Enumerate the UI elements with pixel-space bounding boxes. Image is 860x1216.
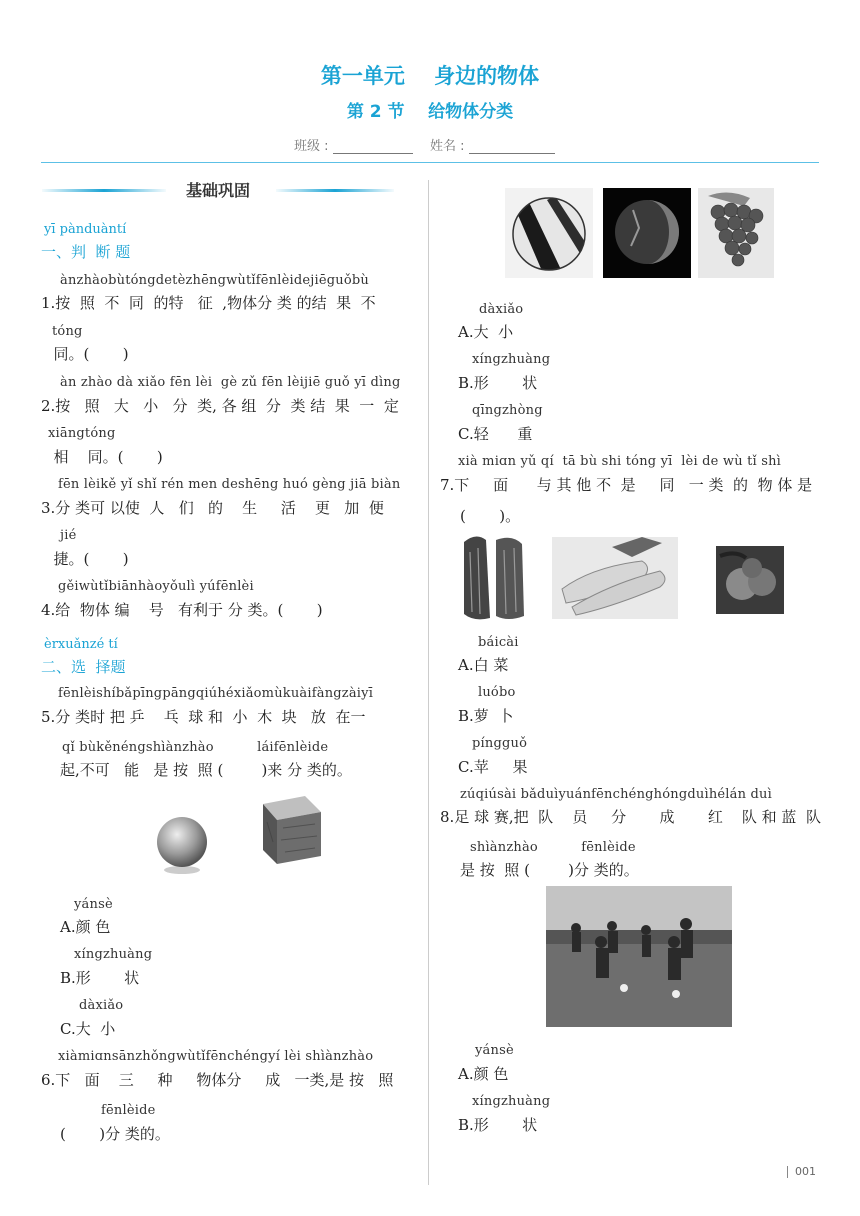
wooden-block-image	[255, 792, 327, 866]
q2-text-2[interactable]: 相 同。( )	[44, 448, 163, 466]
ping-pong-ball-image	[150, 810, 216, 876]
q5-option-c[interactable]: C.大 小	[60, 1020, 116, 1038]
q5-option-a[interactable]: A.颜 色	[60, 918, 111, 936]
q2-pinyin-2: xiāngtóng	[48, 426, 116, 441]
q7-pinyin: xià miɑn yǔ qí tā bù shi tóng yī lèi de wù tǐ shì	[458, 454, 782, 469]
q4-pinyin: gěiwùtǐbiānhàoyǒulì yúfēnlèi	[58, 579, 254, 594]
q5-option-b-pinyin: xíngzhuàng	[74, 947, 153, 962]
part2-pinyin: èrxuǎnzé tí	[44, 637, 118, 652]
q7-text: 7.下 面 与 其 他 不 是 同 一 类 的 物 体 是	[440, 476, 813, 494]
q6-option-a[interactable]: A.大 小	[458, 323, 514, 341]
q6-option-c-pinyin: qīngzhòng	[472, 403, 543, 418]
q7-option-c[interactable]: C.苹 果	[458, 758, 528, 776]
class-field[interactable]	[294, 135, 413, 154]
q7-option-a-pinyin: báicài	[478, 635, 519, 650]
q7-option-b[interactable]: B.萝 卜	[458, 707, 514, 725]
part1-pinyin: yī pànduàntí	[44, 222, 127, 237]
q8-option-b-pinyin: xíngzhuàng	[472, 1094, 551, 1109]
q8-pinyin-2: shìànzhào fēnlèide	[470, 840, 636, 855]
q8-text: 8.足 球 赛,把 队 员 分 成 红 队 和 蓝 队	[440, 808, 821, 826]
class-blank[interactable]	[333, 139, 413, 154]
q1-text: 1.按 照 不 同 的特 征 ,物体分 类 的结 果 不	[41, 294, 376, 312]
q6-text-2[interactable]: ( )分 类的。	[60, 1125, 170, 1143]
page-number-bar	[787, 1166, 788, 1178]
q5-text: 5.分 类时 把 乒 乓 球 和 小 木 块 放 在一	[41, 708, 366, 726]
q8-option-b[interactable]: B.形 状	[458, 1116, 538, 1134]
unit-title: 第一单元 身边的物体	[320, 64, 540, 88]
q7-option-b-pinyin: luóbo	[478, 685, 516, 700]
q7-text-2[interactable]: ( )。	[460, 507, 521, 525]
class-label: 班级 :	[294, 139, 329, 154]
name-field[interactable]	[430, 135, 555, 154]
q3-text: 3.分 类可 以使 人 们 的 生 活 更 加 便	[41, 499, 384, 517]
q6-option-c[interactable]: C.轻 重	[458, 425, 533, 443]
page-number: 001	[795, 1165, 816, 1178]
dark-sphere-image	[603, 188, 691, 278]
q7-option-a[interactable]: A.白 菜	[458, 656, 509, 674]
radish-image	[552, 537, 678, 619]
name-blank[interactable]	[469, 139, 555, 154]
part1-title: 一、判 断 题	[41, 243, 131, 261]
q2-pinyin: àn zhào dà xiǎo fēn lèi gè zǔ fēn lèijiē guǒ yī dìng	[60, 375, 401, 390]
q8-option-a-pinyin: yánsè	[475, 1043, 514, 1058]
section-title: 第 2 节 给物体分类	[346, 102, 514, 122]
q5-pinyin: fēnlèishíbǎpīngpāngqiúhéxiǎomùkuàifàngzàiyī	[58, 686, 374, 701]
q8-pinyin: zúqiúsài bǎduìyuánfēnchénghóngduìhélán duì	[460, 787, 772, 802]
q4-text[interactable]: 4.给 物体 编 号 有利于 分 类。( )	[41, 601, 323, 619]
name-label: 姓名 :	[430, 139, 465, 154]
part2-title: 二、选 择题	[41, 658, 126, 676]
q3-pinyin: fēn lèikě yǐ shǐ rén men deshēng huó gèng jiā biàn	[58, 477, 401, 492]
section-banner	[42, 178, 394, 204]
header-divider	[41, 162, 819, 163]
q8-option-a[interactable]: A.颜 色	[458, 1065, 509, 1083]
q6-option-a-pinyin: dàxiǎo	[479, 302, 524, 317]
q1-pinyin: ànzhàobùtóngdetèzhēngwùtǐfēnlèidejiēguǒbù	[60, 273, 369, 288]
q5-option-b[interactable]: B.形 状	[60, 969, 140, 987]
apples-image	[716, 546, 784, 614]
q1-pinyin-2: tóng	[52, 324, 83, 339]
grapes-image	[698, 188, 774, 278]
q5-option-a-pinyin: yánsè	[74, 897, 113, 912]
cabbage-image	[456, 532, 532, 622]
q7-option-c-pinyin: píngguǒ	[472, 736, 528, 751]
q6-text: 6.下 面 三 种 物体分 成 一类,是 按 照	[41, 1071, 394, 1089]
q8-text-2[interactable]: 是 按 照 ( )分 类的。	[460, 861, 639, 879]
q5-text-2[interactable]: 起,不可 能 是 按 照 ( )来 分 类的。	[60, 761, 352, 779]
q3-text-2[interactable]: 捷。( )	[44, 550, 129, 568]
q5-option-c-pinyin: dàxiǎo	[79, 998, 124, 1013]
banner-title: 基础巩固	[185, 181, 250, 200]
q6-option-b[interactable]: B.形 状	[458, 374, 538, 392]
q5-pinyin-2: qǐ bùkěnéngshìànzhào láifēnlèide	[62, 740, 329, 755]
football-match-image	[546, 886, 732, 1027]
column-divider	[428, 180, 429, 1185]
q2-text: 2.按 照 大 小 分 类, 各 组 分 类 结 果 一 定	[41, 397, 399, 415]
q6-option-b-pinyin: xíngzhuàng	[472, 352, 551, 367]
q6-pinyin: xiàmiɑnsānzhǒngwùtǐfēnchéngyí lèi shìànzhào	[58, 1049, 374, 1064]
q6-pinyin-2: fēnlèide	[101, 1103, 156, 1118]
q1-text-2[interactable]: 同。( )	[44, 345, 129, 363]
striped-ball-image	[505, 188, 593, 278]
q3-pinyin-2: jié	[60, 528, 77, 543]
